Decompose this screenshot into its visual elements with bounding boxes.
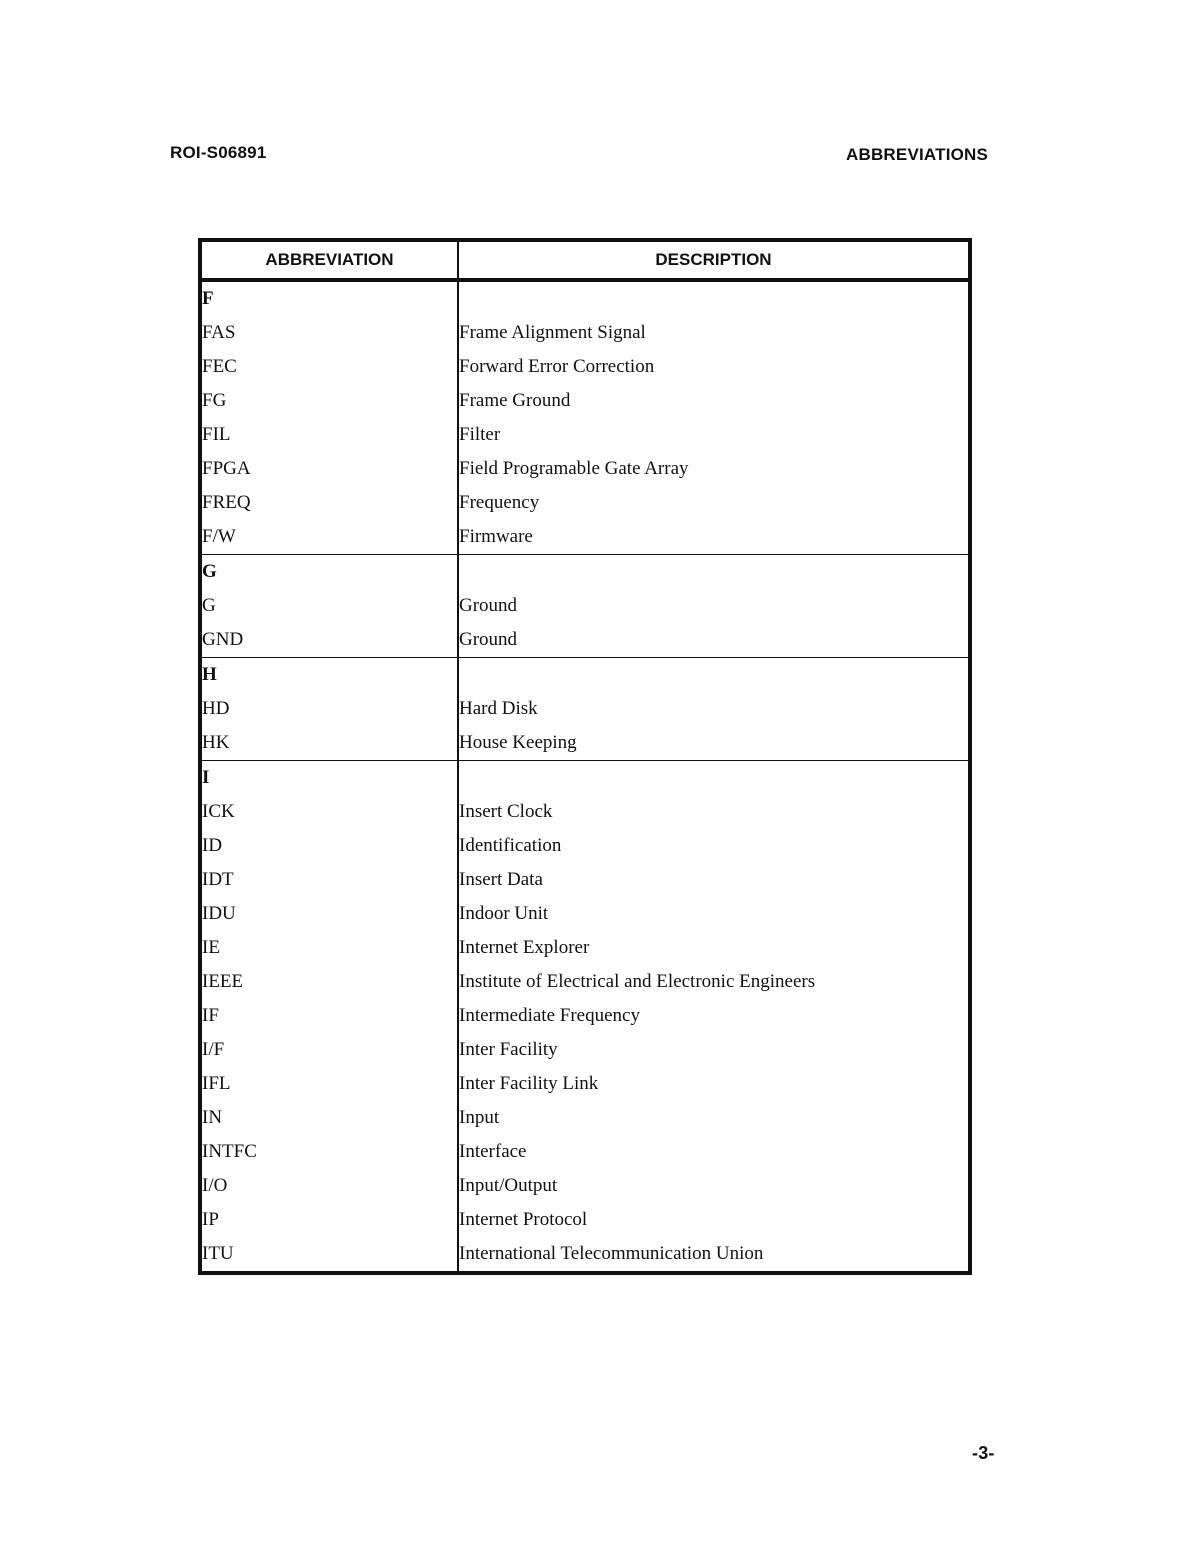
column-header-abbreviation: ABBREVIATION <box>200 240 458 280</box>
table-row <box>200 999 970 1033</box>
description-cell: Hard Disk <box>459 698 538 719</box>
abbreviation-cell: HK <box>200 726 458 761</box>
abbreviation-cell: INTFC <box>200 1135 458 1169</box>
abbreviation-cell: G <box>200 589 458 623</box>
abbreviation-cell: FEC <box>200 350 458 384</box>
abbreviation-cell: FREQ <box>200 486 458 520</box>
description-cell: Forward Error Correction <box>459 356 655 377</box>
table-row <box>200 1169 970 1203</box>
table-row <box>200 829 970 863</box>
description-cell: Input <box>459 1107 500 1128</box>
abbreviation-cell: ICK <box>200 795 458 829</box>
group-letter: I <box>200 761 458 796</box>
description-cell: Institute of Electrical and Electronic Engineers <box>459 971 816 992</box>
description-cell: Insert Clock <box>459 801 553 822</box>
description-cell: Interface <box>459 1141 527 1162</box>
abbreviation-cell: IDU <box>200 897 458 931</box>
table-row <box>200 1033 970 1067</box>
abbreviations-table <box>198 238 972 1275</box>
table-row <box>200 623 970 658</box>
abbreviation-cell: I/O <box>200 1169 458 1203</box>
group-letter: H <box>200 658 458 693</box>
table-row <box>200 1101 970 1135</box>
table-row <box>200 965 970 999</box>
description-cell: Field Programable Gate Array <box>459 458 689 479</box>
description-cell: Internet Explorer <box>459 937 590 958</box>
group-letter-blank <box>458 761 970 796</box>
group-letter-blank <box>458 280 970 316</box>
description-cell: Frame Ground <box>459 390 571 411</box>
group-letter-row <box>200 555 970 590</box>
abbreviation-cell: FAS <box>200 316 458 350</box>
abbreviation-cell: IEEE <box>200 965 458 999</box>
abbreviation-cell: IN <box>200 1101 458 1135</box>
abbreviation-cell: HD <box>200 692 458 726</box>
description-cell: Ground <box>459 595 518 616</box>
description-cell: Indoor Unit <box>459 903 549 924</box>
abbreviation-cell: FPGA <box>200 452 458 486</box>
group-letter-blank <box>458 658 970 693</box>
table-row <box>200 520 970 555</box>
column-header-description: DESCRIPTION <box>458 240 970 280</box>
group-letter-row <box>200 658 970 693</box>
table-row <box>200 1237 970 1273</box>
group-letter-row <box>200 280 970 316</box>
abbreviation-cell: IF <box>200 999 458 1033</box>
abbreviation-cell: F/W <box>200 520 458 555</box>
table-row <box>200 452 970 486</box>
table-row <box>200 795 970 829</box>
abbreviation-cell: IP <box>200 1203 458 1237</box>
table-header <box>200 240 970 280</box>
abbreviation-cell: GND <box>200 623 458 658</box>
table-row <box>200 897 970 931</box>
table-row <box>200 316 970 350</box>
document-id: ROI-S06891 <box>170 143 267 162</box>
table-row <box>200 1135 970 1169</box>
table-row <box>200 384 970 418</box>
abbreviation-cell: IDT <box>200 863 458 897</box>
description-cell: Inter Facility Link <box>459 1073 599 1094</box>
abbreviation-cell: I/F <box>200 1033 458 1067</box>
description-cell: Insert Data <box>459 869 543 890</box>
description-cell: Internet Protocol <box>459 1209 588 1230</box>
abbreviation-cell: IFL <box>200 1067 458 1101</box>
description-cell: Input/Output <box>459 1175 558 1196</box>
description-cell: Frequency <box>459 492 540 513</box>
description-cell: Inter Facility <box>459 1039 558 1060</box>
description-cell: Identification <box>459 835 562 856</box>
group-letter: G <box>200 555 458 590</box>
description-cell: Intermediate Frequency <box>459 1005 640 1026</box>
table-row <box>200 1067 970 1101</box>
abbreviation-cell: ITU <box>200 1237 458 1273</box>
table-row <box>200 589 970 623</box>
table-row <box>200 350 970 384</box>
description-cell: Firmware <box>459 526 533 547</box>
description-cell: Ground <box>459 629 518 650</box>
table-row <box>200 692 970 726</box>
description-cell: Filter <box>459 424 501 445</box>
table-row <box>200 863 970 897</box>
letter-group <box>200 280 970 555</box>
group-letter-row <box>200 761 970 796</box>
description-cell: House Keeping <box>459 732 577 753</box>
abbreviation-cell: FIL <box>200 418 458 452</box>
group-letter-blank <box>458 555 970 590</box>
letter-group <box>200 761 970 1274</box>
page-number: -3- <box>972 1443 995 1463</box>
section-title: ABBREVIATIONS <box>846 145 989 164</box>
description-cell: International Telecommunication Union <box>459 1243 764 1264</box>
description-cell: Frame Alignment Signal <box>459 322 646 343</box>
table-row <box>200 726 970 761</box>
abbreviation-cell: IE <box>200 931 458 965</box>
table-row <box>200 486 970 520</box>
table-row <box>200 931 970 965</box>
letter-group <box>200 555 970 658</box>
abbreviation-cell: ID <box>200 829 458 863</box>
abbreviation-cell: FG <box>200 384 458 418</box>
table-row <box>200 418 970 452</box>
letter-group <box>200 658 970 761</box>
table-row <box>200 1203 970 1237</box>
header-row <box>200 240 970 280</box>
group-letter: F <box>200 280 458 316</box>
